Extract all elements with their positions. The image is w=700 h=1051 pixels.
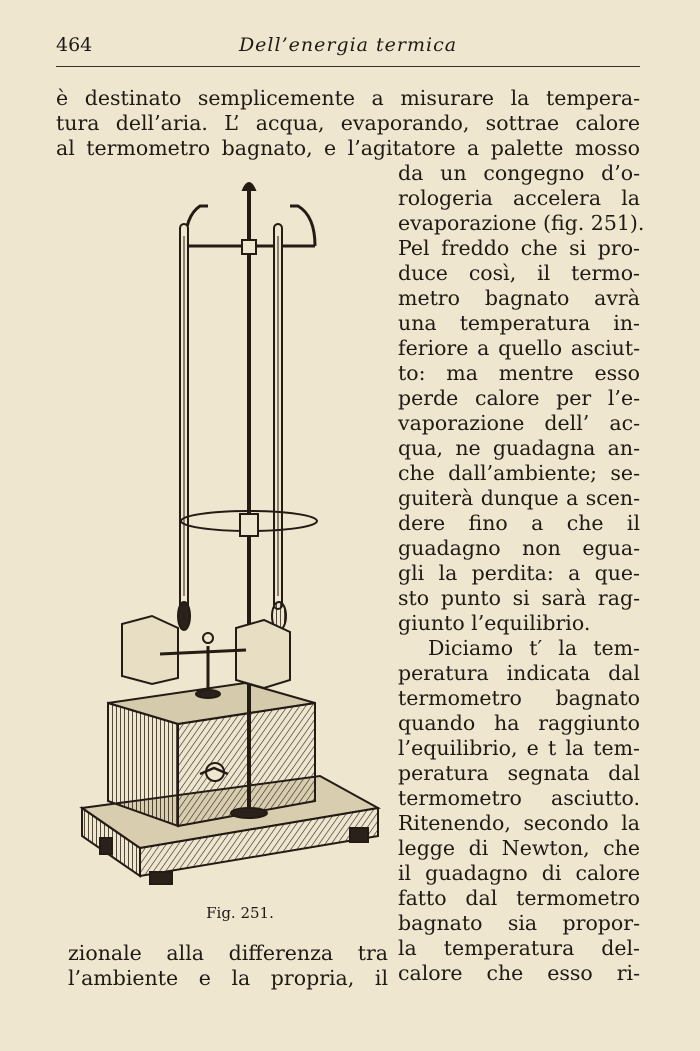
text-line: fatto dal termometro	[398, 886, 640, 910]
text-line: la temperatura del-	[398, 936, 640, 960]
text-line: bagnato sia propor-	[398, 911, 640, 935]
running-title: Dell’energia termica	[238, 34, 458, 56]
text-line: l’ambiente e la propria, il	[68, 966, 388, 990]
psychrometer-illustration	[60, 176, 390, 896]
text-line: l’equilibrio, e t la tem-	[398, 736, 640, 760]
text-line: termometro asciutto.	[398, 786, 640, 810]
text-line: Pel freddo che si pro-	[398, 236, 640, 260]
page-header	[56, 34, 640, 62]
text-line: il guadagno di calore	[398, 861, 640, 885]
text-line: è destinato semplicemente a misurare la tempera-	[56, 86, 640, 110]
text-line: evaporazione (fig. 251).	[398, 211, 645, 235]
text-line: termometro bagnato	[398, 686, 640, 710]
text-line: peratura segnata dal	[398, 761, 640, 785]
text-line: da un congegno d’o-	[398, 161, 640, 185]
text-line: guadagno non egua-	[398, 536, 640, 560]
header-rule	[56, 66, 640, 67]
text-line: duce così, il termo-	[398, 261, 640, 285]
text-line: giunto l’equilibrio.	[398, 611, 591, 635]
page-number: 464	[56, 34, 93, 56]
text-line: gli la perdita: a que-	[398, 561, 640, 585]
text-line: peratura indicata dal	[398, 661, 640, 685]
text-line: vaporazione dell’ ac-	[398, 411, 640, 435]
text-line: rologeria accelera la	[398, 186, 640, 210]
text-line: guiterà dunque a scen-	[398, 486, 640, 510]
text-line: quando ha raggiunto	[398, 711, 640, 735]
text-line: tura dell’aria. L’ acqua, evaporando, sottrae calore	[56, 111, 640, 135]
text-line: calore che esso ri-	[398, 961, 640, 985]
text-line: sto punto si sarà rag-	[398, 586, 640, 610]
text-line: feriore a quello asciut-	[398, 336, 640, 360]
text-line: dere fino a che il	[398, 511, 640, 535]
text-line: Ritenendo, secondo la	[398, 811, 640, 835]
text-line: legge di Newton, che	[398, 836, 640, 860]
text-line: to: ma mentre esso	[398, 361, 640, 385]
text-line: qua, ne guadagna an-	[398, 436, 640, 460]
text-line: perde calore per l’e-	[398, 386, 640, 410]
text-line: Diciamo t′ la tem-	[428, 636, 640, 660]
text-line: zionale alla differenza tra	[68, 941, 388, 965]
text-line: metro bagnato avrà	[398, 286, 640, 310]
text-line: al termometro bagnato, e l’agitatore a palette mosso	[56, 136, 640, 160]
text-line: una temperatura in-	[398, 311, 640, 335]
text-line: che dall’ambiente; se-	[398, 461, 640, 485]
figure-caption: Fig. 251.	[206, 904, 274, 922]
